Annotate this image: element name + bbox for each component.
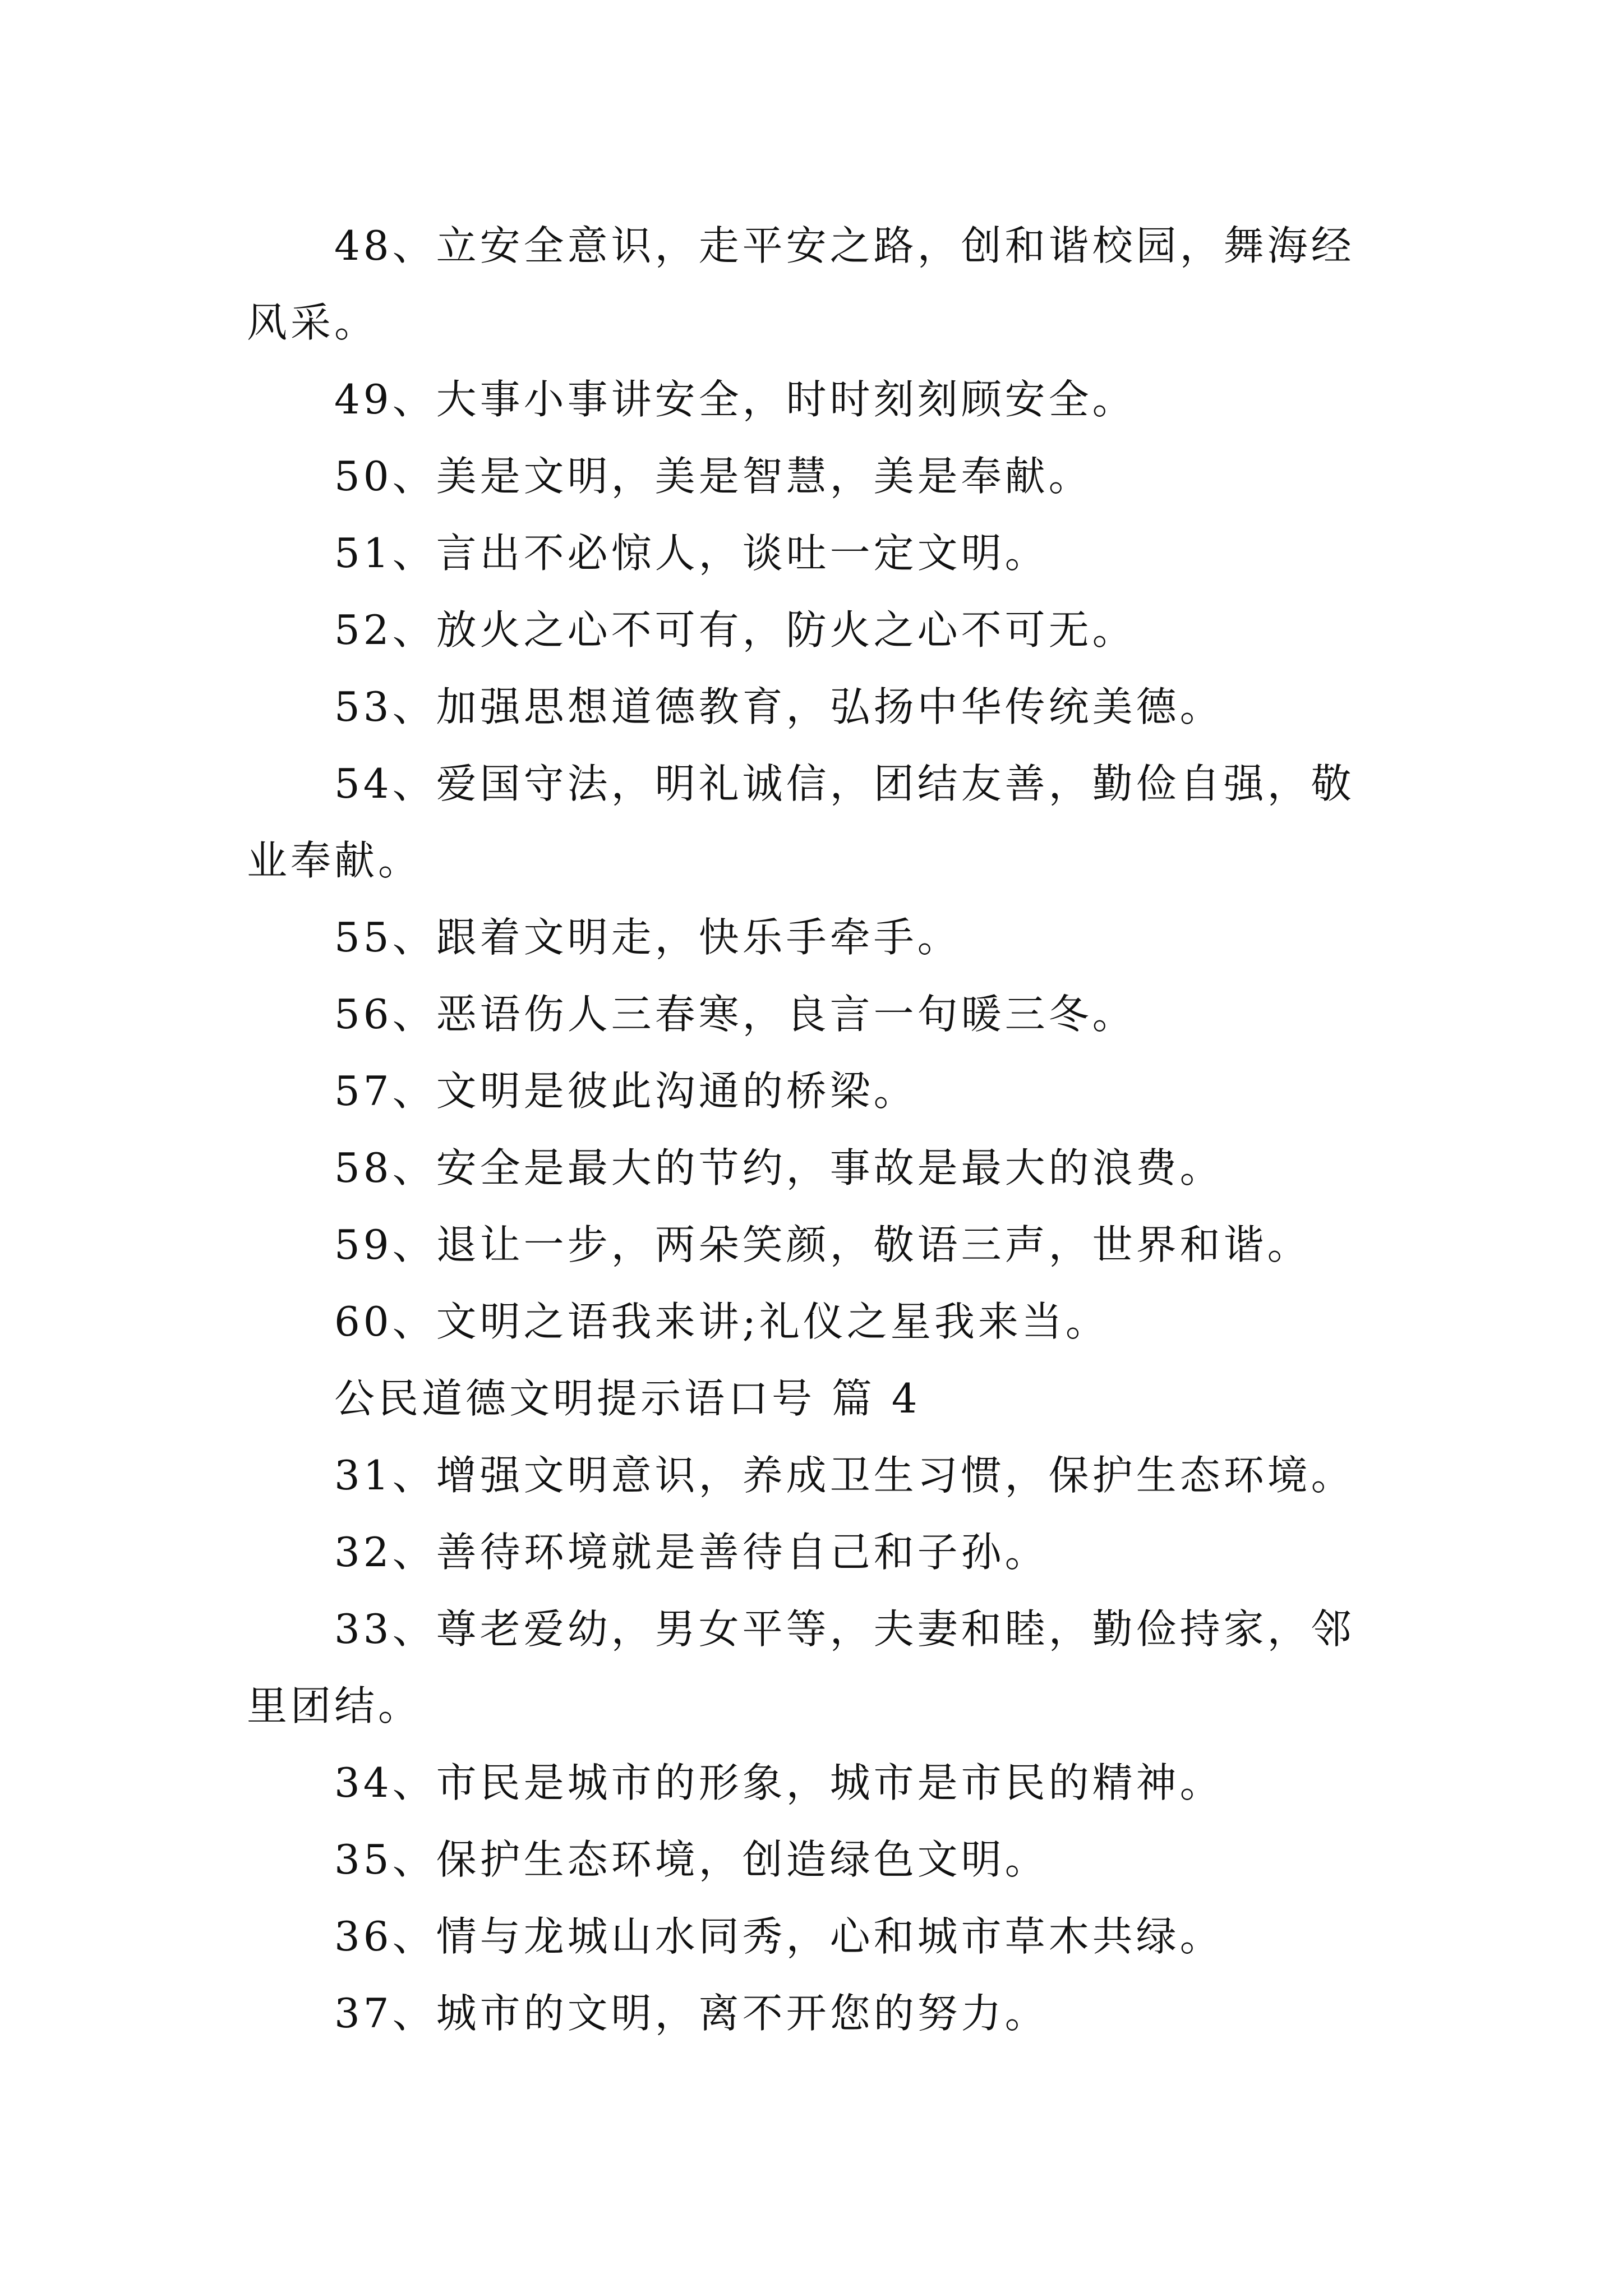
paragraph-49: 49、大事小事讲安全，时时刻刻顾安全。 [334, 376, 1136, 423]
paragraph-53: 53、加强思想道德教育，弘扬中华传统美德。 [334, 683, 1224, 730]
paragraph-36: 36、情与龙城山水同秀，心和城市草木共绿。 [334, 1913, 1224, 1960]
section-heading: 公民道德文明提示语口号 篇 4 [334, 1375, 921, 1422]
paragraph-48: 48、立安全意识，走平安之路，创和谐校园，舞海经风采。 [247, 222, 1355, 346]
paragraph-55: 55、跟着文明走，快乐手牵手。 [334, 914, 961, 961]
paragraph-58: 58、安全是最大的节约，事故是最大的浪费。 [334, 1144, 1224, 1191]
paragraph-57: 57、文明是彼此沟通的桥梁。 [334, 1068, 917, 1115]
paragraph-59: 59、退让一步，两朵笑颜，敬语三声，世界和谐。 [334, 1221, 1311, 1268]
paragraph-35: 35、保护生态环境，创造绿色文明。 [334, 1836, 1049, 1883]
paragraph-32: 32、善待环境就是善待自己和子孙。 [334, 1529, 1049, 1576]
document-body [247, 208, 1380, 2052]
paragraph-52: 52、放火之心不可有，防火之心不可无。 [334, 606, 1136, 654]
paragraph-60: 60、文明之语我来讲;礼仪之星我来当。 [334, 1298, 1109, 1345]
paragraph-33: 33、尊老爱幼，男女平等，夫妻和睦，勤俭持家，邻里团结。 [247, 1605, 1355, 1729]
paragraph-37: 37、城市的文明，离不开您的努力。 [334, 1990, 1049, 2037]
paragraph-34: 34、市民是城市的形象，城市是市民的精神。 [334, 1759, 1224, 1806]
paragraph-31: 31、增强文明意识，养成卫生习惯，保护生态环境。 [334, 1452, 1355, 1499]
paragraph-54: 54、爱国守法，明礼诚信，团结友善，勤俭自强，敬业奉献。 [247, 760, 1355, 884]
paragraph-56: 56、恶语伤人三春寒，良言一句暖三冬。 [334, 991, 1136, 1038]
paragraph-50: 50、美是文明，美是智慧，美是奉献。 [334, 453, 1092, 500]
paragraph-51: 51、言出不必惊人，谈吐一定文明。 [334, 530, 1049, 577]
